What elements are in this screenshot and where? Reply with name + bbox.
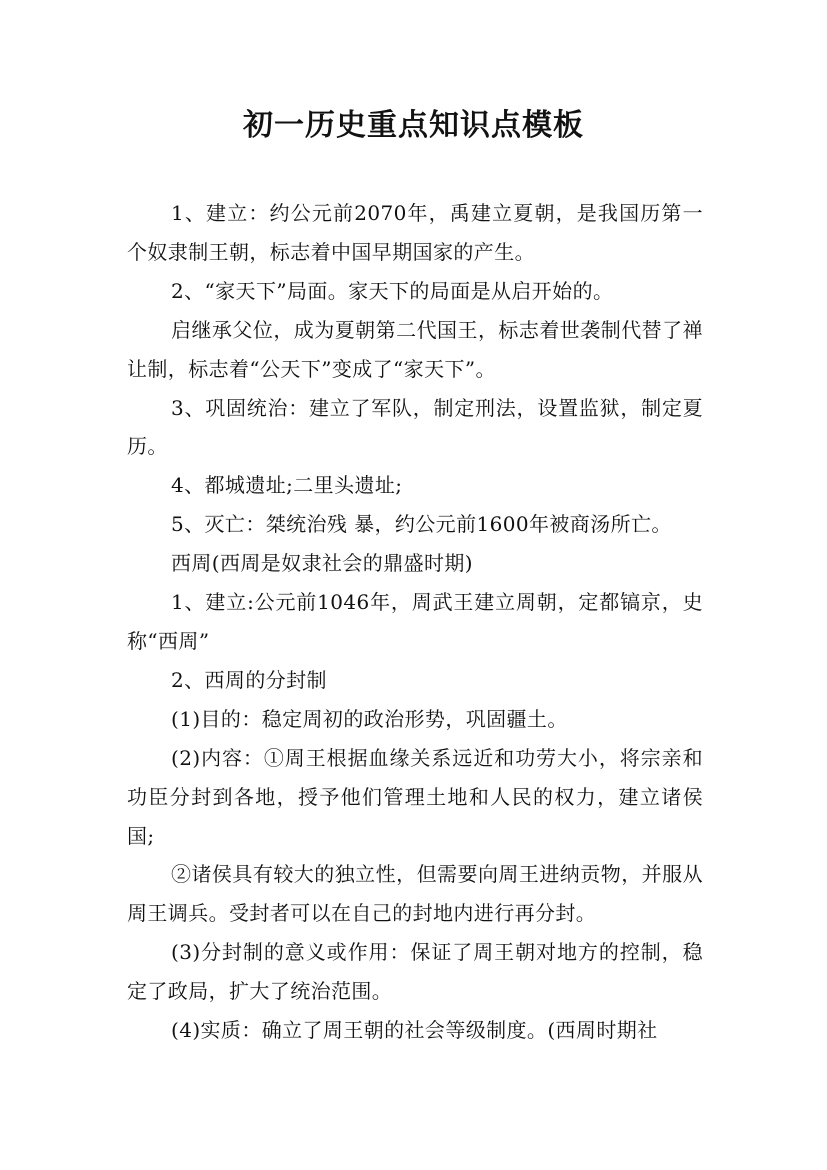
- paragraph: 2、西周的分封制: [171, 667, 327, 692]
- paragraph: 2、“家天下”局面。家天下的局面是从启开始的。: [171, 278, 614, 303]
- paragraph: 3、巩固统治：建立了军队，制定刑法，设置监狱，制定夏历。: [127, 395, 703, 459]
- paragraph: 1、建立:公元前1046年，周武王建立周朝，定都镐京，史称“西周”: [127, 590, 703, 653]
- paragraph: (3)分封制的意义或作用：保证了周王朝对地方的控制，稳定了政局，扩大了统治范围。: [127, 940, 703, 1004]
- paragraph: 西周(西周是奴隶社会的鼎盛时期): [171, 551, 474, 576]
- document-title: 初一历史重点知识点模板: [243, 108, 584, 143]
- paragraph: 4、都城遗址;二里头遗址;: [171, 473, 403, 498]
- document-body: [127, 194, 703, 1050]
- paragraph: (2)内容：①周王根据血缘关系远近和功劳大小，将宗亲和功臣分封到各地，授予他们管理土地和人民的权力，建立诸侯国;: [127, 745, 703, 848]
- paragraph: ②诸侯具有较大的独立性，但需要向周王进纳贡物，并服从周王调兵。受封者可以在自己的封地内进行再分封。: [127, 862, 703, 926]
- paragraph: 5、灭亡：桀统治残 暴，约公元前1600年被商汤所亡。: [171, 512, 672, 537]
- paragraph: 1、建立：约公元前2070年，禹建立夏朝，是我国历第一个奴隶制王朝，标志着中国早期国家的产生。: [127, 201, 703, 264]
- paragraph: (4)实质：确立了周王朝的社会等级制度。(西周时期社: [171, 1018, 658, 1043]
- paragraph: 启继承父位，成为夏朝第二代国王，标志着世袭制代替了禅让制，标志着“公天下”变成了“家天下”。: [127, 317, 703, 381]
- paragraph: (1)目的：稳定周初的政治形势，巩固疆土。: [171, 706, 568, 731]
